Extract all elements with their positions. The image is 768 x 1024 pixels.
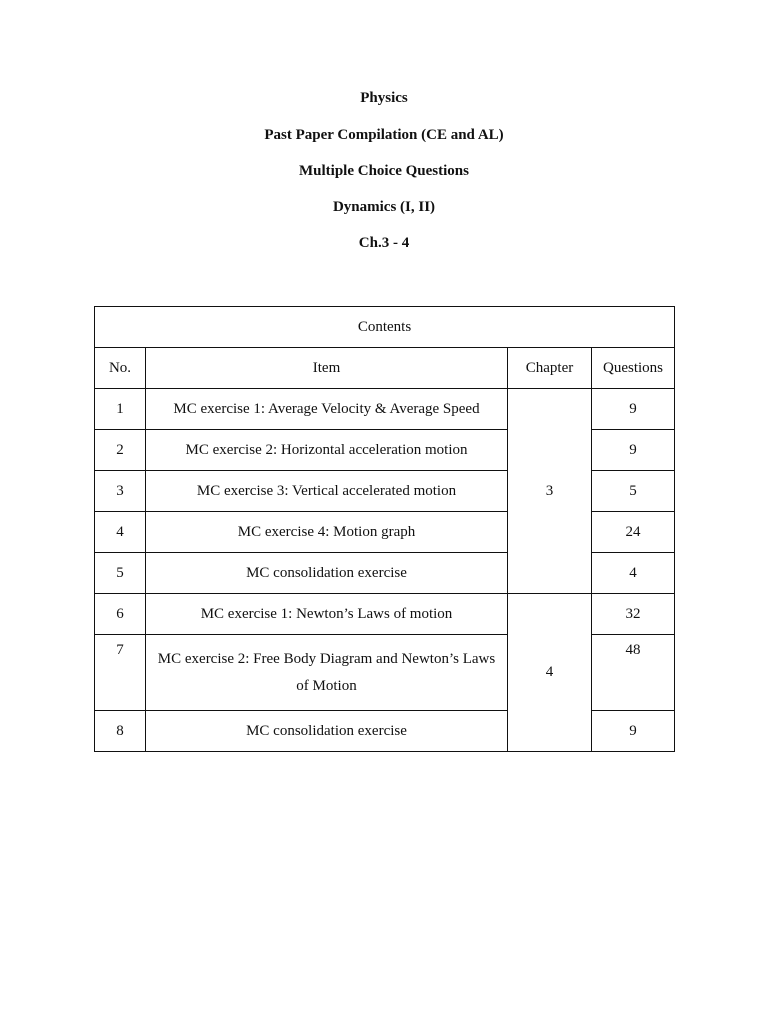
table-caption-row	[95, 307, 675, 348]
table-caption: Contents	[95, 307, 675, 348]
row-number: 8	[95, 711, 146, 752]
row-questions: 32	[592, 594, 675, 635]
row-number: 6	[95, 594, 146, 635]
subject-title: Physics	[360, 90, 408, 106]
row-questions: 48	[592, 635, 675, 711]
row-item: MC consolidation exercise	[146, 553, 508, 594]
chapter-cell: 3	[508, 389, 592, 594]
row-number: 5	[95, 553, 146, 594]
column-header-item: Item	[146, 348, 508, 389]
column-header-questions: Questions	[592, 348, 675, 389]
row-item: MC exercise 4: Motion graph	[146, 512, 508, 553]
row-item: MC exercise 2: Horizontal acceleration motion	[146, 430, 508, 471]
row-item: MC exercise 1: Newton’s Laws of motion	[146, 594, 508, 635]
chapter-range-title: Ch.3 - 4	[358, 235, 410, 251]
row-number: 3	[95, 471, 146, 512]
row-questions: 4	[592, 553, 675, 594]
row-item: MC consolidation exercise	[146, 711, 508, 752]
row-number: 4	[95, 512, 146, 553]
question-type-title: Multiple Choice Questions	[298, 163, 469, 179]
topic-title: Dynamics (I, II)	[332, 199, 436, 215]
row-number: 2	[95, 430, 146, 471]
row-questions: 9	[592, 389, 675, 430]
row-item: MC exercise 2: Free Body Diagram and Newton’s Laws of Motion	[146, 635, 508, 711]
row-questions: 9	[592, 430, 675, 471]
chapter-cell: 4	[508, 594, 592, 752]
column-header-chapter: Chapter	[508, 348, 592, 389]
table-row	[95, 594, 675, 635]
compilation-title: Past Paper Compilation (CE and AL)	[264, 127, 504, 143]
row-questions: 24	[592, 512, 675, 553]
row-item: MC exercise 3: Vertical accelerated motion	[146, 471, 508, 512]
table-row	[95, 389, 675, 430]
row-number: 7	[95, 635, 146, 711]
row-number: 1	[95, 389, 146, 430]
row-questions: 9	[592, 711, 675, 752]
row-questions: 5	[592, 471, 675, 512]
column-header-no: No.	[95, 348, 146, 389]
row-item: MC exercise 1: Average Velocity & Average Speed	[146, 389, 508, 430]
contents-table	[94, 306, 675, 752]
table-header-row	[95, 348, 675, 389]
